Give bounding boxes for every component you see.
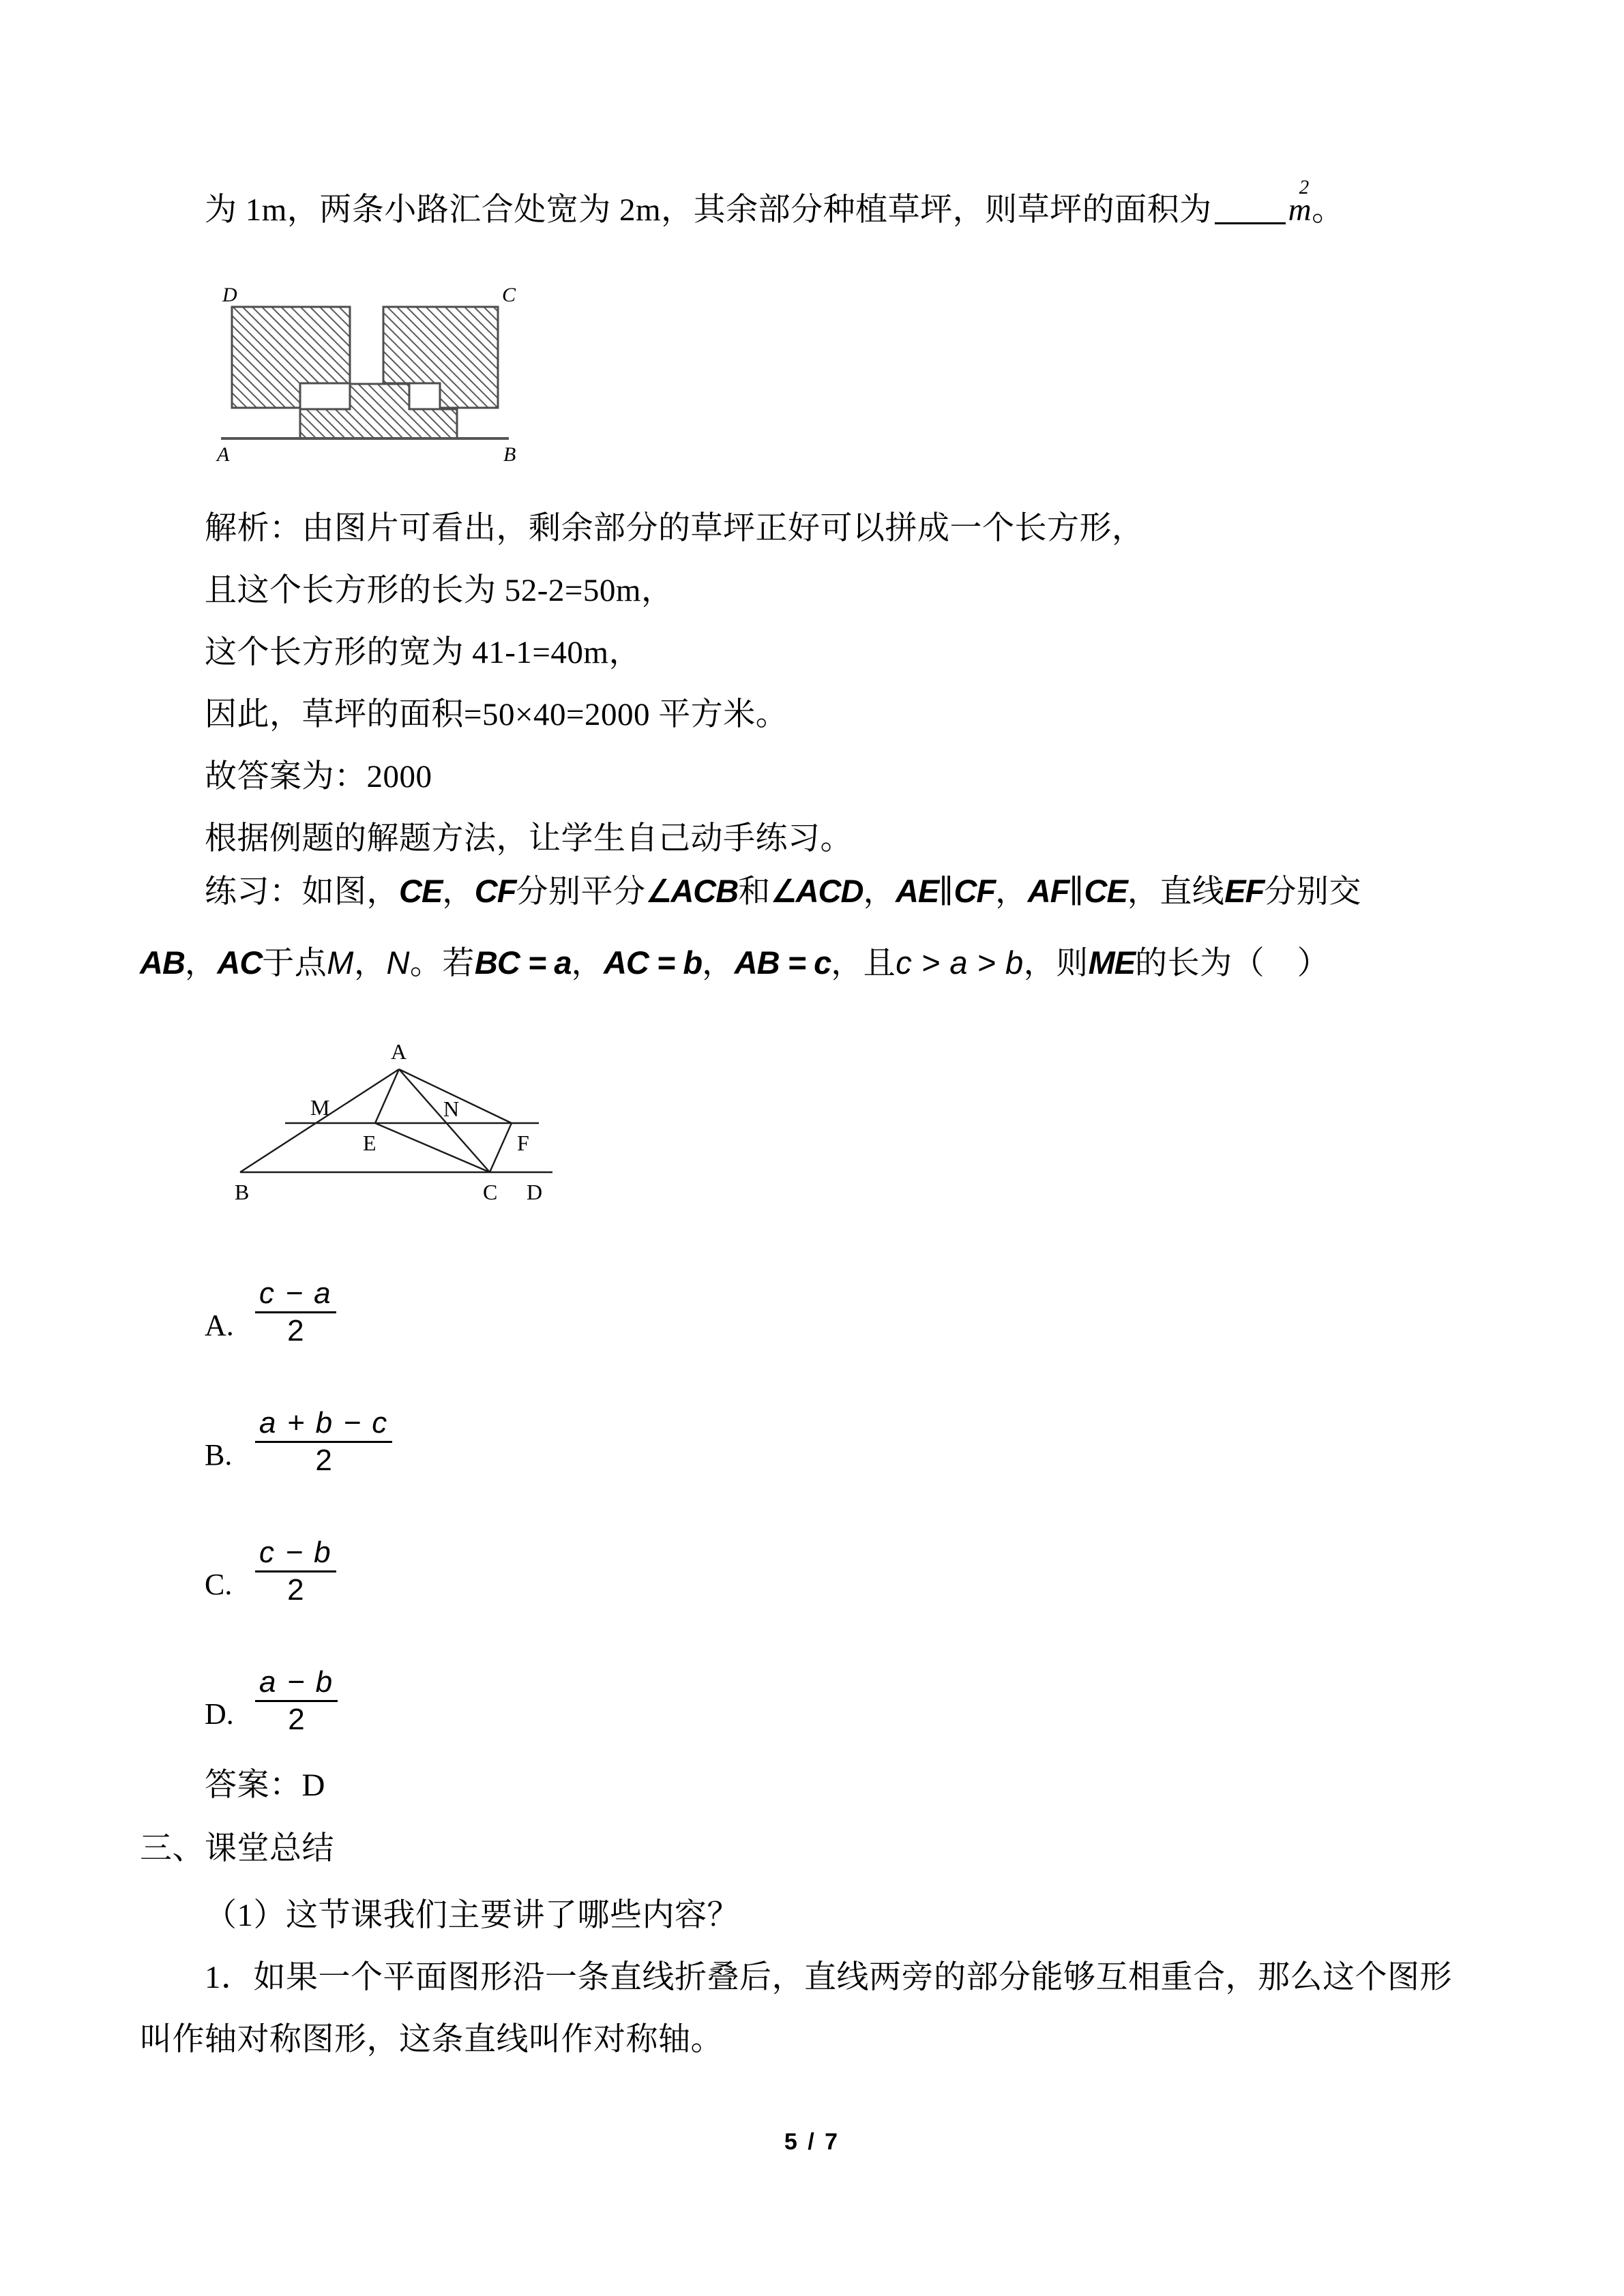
- triangle-label-E: E: [363, 1131, 377, 1155]
- summary-question-1: （1）这节课我们主要讲了哪些内容？: [205, 1898, 739, 1933]
- answer-blank: [1215, 222, 1286, 224]
- triangle-segment-CE: [375, 1123, 490, 1172]
- practice-segment-CE-2: CE: [1084, 873, 1127, 909]
- summary-heading: 三、课堂总结: [140, 1831, 334, 1866]
- option-b-fraction: [255, 1407, 392, 1476]
- practice-and: 和: [738, 874, 771, 910]
- triangle-label-C: C: [483, 1180, 498, 1204]
- practice-segment-EF: EF: [1224, 873, 1265, 909]
- option-a[interactable]: [205, 1258, 336, 1347]
- practice-comma-4: ，: [1127, 874, 1160, 910]
- page-footer: [0, 2129, 1624, 2156]
- page-number: 5 / 7: [784, 2129, 840, 2155]
- practice-segment-CF: CF: [474, 873, 516, 909]
- practice-segment-CE: CE: [399, 873, 443, 909]
- practice-point-N: N: [386, 944, 410, 981]
- triangle-segment-CF: [490, 1123, 512, 1172]
- triangle-label-D: D: [527, 1180, 543, 1204]
- analysis-line-2: 且这个长方形的长为 52-2=50m，: [205, 573, 674, 608]
- triangle-diagram-figure: [211, 1019, 621, 1217]
- practice-tail-1: 分别交: [1264, 874, 1361, 910]
- practice-comma-8: ，: [702, 946, 735, 981]
- summary-point-1-line-2: 叫作轴对称图形，这条直线叫作对称轴。: [140, 2022, 723, 2057]
- practice-angle-ACB: ∠ACB: [645, 873, 739, 909]
- practice-comma-7: ，: [571, 946, 604, 981]
- option-a-denominator: 2: [287, 1313, 304, 1347]
- practice-comma-1: ，: [442, 874, 475, 910]
- option-b-label: B.: [205, 1438, 233, 1472]
- practice-comma-6: ，: [353, 946, 387, 981]
- analysis-line-1: 解析：由图片可看出，剩余部分的草坪正好可以拼成一个长方形，: [205, 511, 1145, 546]
- option-d[interactable]: [205, 1647, 338, 1735]
- lawn-region-middle: [300, 384, 457, 438]
- lawn-label-C: C: [502, 284, 516, 306]
- practice-inequality: c > a > b: [896, 944, 1024, 981]
- option-c-denominator: 2: [287, 1572, 304, 1607]
- practice-if-word: 。若: [409, 946, 475, 981]
- option-c-numerator: c − b: [259, 1535, 332, 1569]
- triangle-label-F: F: [517, 1131, 529, 1155]
- practice-line-word: 直线: [1160, 874, 1225, 910]
- problem-statement-text: 为 1m，两条小路汇合处宽为 2m，其余部分种植草坪，则草坪的面积为: [205, 192, 1212, 228]
- triangle-diagram-svg: [211, 1019, 621, 1217]
- practice-parallel-symbol-1: ∥: [939, 874, 954, 910]
- practice-bisect-text: 分别平分: [516, 874, 646, 910]
- statement-period: 。: [1312, 192, 1344, 228]
- practice-equation-AC: AC = b: [603, 944, 703, 981]
- triangle-label-N: N: [443, 1097, 460, 1121]
- practice-then-word: 则: [1056, 946, 1089, 981]
- option-a-numerator: c − a: [259, 1276, 332, 1310]
- practice-segment-AF: AF: [1027, 873, 1069, 909]
- analysis-line-5: 故答案为：2000: [205, 759, 432, 794]
- option-d-numerator: a − b: [259, 1665, 334, 1699]
- option-c-fraction: [255, 1537, 336, 1606]
- practice-angle-ACD: ∠ACD: [770, 873, 863, 909]
- triangle-label-B: B: [235, 1180, 250, 1204]
- triangle-label-M: M: [310, 1095, 330, 1120]
- practice-point-M: M: [327, 944, 354, 981]
- practice-comma-9: ，: [831, 946, 863, 981]
- lawn-diagram-figure: [205, 280, 532, 464]
- option-d-fraction: [255, 1667, 338, 1735]
- unit-square-meter: m 2: [1288, 177, 1312, 228]
- problem-statement-line: [205, 177, 1344, 228]
- analysis-line-4: 因此，草坪的面积=50×40=2000 平方米。: [205, 697, 788, 732]
- triangle-label-A: A: [391, 1039, 407, 1064]
- practice-segment-CF-2: CF: [954, 873, 996, 909]
- practice-segment-AB: AB: [140, 944, 185, 981]
- option-c-label: C.: [205, 1568, 233, 1601]
- lawn-region-left: [232, 307, 350, 408]
- practice-segment-ME: ME: [1088, 944, 1136, 981]
- option-d-denominator: 2: [288, 1702, 305, 1736]
- practice-parallel-symbol-2: ∥: [1069, 874, 1084, 910]
- practice-segment-AE: AE: [895, 873, 939, 909]
- practice-lead: 练习：如图，: [205, 874, 399, 910]
- practice-and-word: 且: [863, 946, 896, 981]
- practice-comma-2: ，: [863, 874, 896, 910]
- practice-equation-BC: BC = a: [474, 944, 572, 981]
- lawn-label-A: A: [217, 443, 230, 464]
- lawn-label-D: D: [222, 284, 237, 306]
- option-b-denominator: 2: [315, 1443, 332, 1477]
- option-c[interactable]: [205, 1517, 336, 1606]
- triangle-side-AB: [240, 1069, 399, 1172]
- lawn-diagram-svg: [205, 280, 532, 464]
- practice-tail-2: 的长为（ ）: [1135, 946, 1330, 981]
- practice-comma-10: ，: [1023, 946, 1057, 981]
- option-d-label: D.: [205, 1697, 234, 1731]
- option-a-label: A.: [205, 1309, 234, 1342]
- analysis-line-3: 这个长方形的宽为 41-1=40m，: [205, 635, 641, 670]
- analysis-line-6: 根据例题的解题方法，让学生自己动手练习。: [205, 821, 853, 856]
- practice-equation-AB: AB = c: [734, 944, 831, 981]
- practice-segment-AC: AC: [217, 944, 263, 981]
- answer-line: 答案：D: [205, 1768, 325, 1803]
- practice-at-point: 于点: [262, 946, 327, 981]
- lawn-label-B: B: [503, 443, 516, 464]
- practice-comma-3: ，: [995, 874, 1028, 910]
- option-b[interactable]: [205, 1388, 392, 1476]
- summary-point-1-line-1: 1．如果一个平面图形沿一条直线折叠后，直线两旁的部分能够互相重合，那么这个图形: [205, 1960, 1452, 1995]
- practice-statement-line-1: [205, 875, 1361, 908]
- option-a-fraction: [255, 1278, 336, 1347]
- practice-comma-5: ，: [184, 946, 218, 981]
- option-b-numerator: a + b − c: [259, 1405, 389, 1440]
- practice-statement-line-2: [140, 946, 1329, 980]
